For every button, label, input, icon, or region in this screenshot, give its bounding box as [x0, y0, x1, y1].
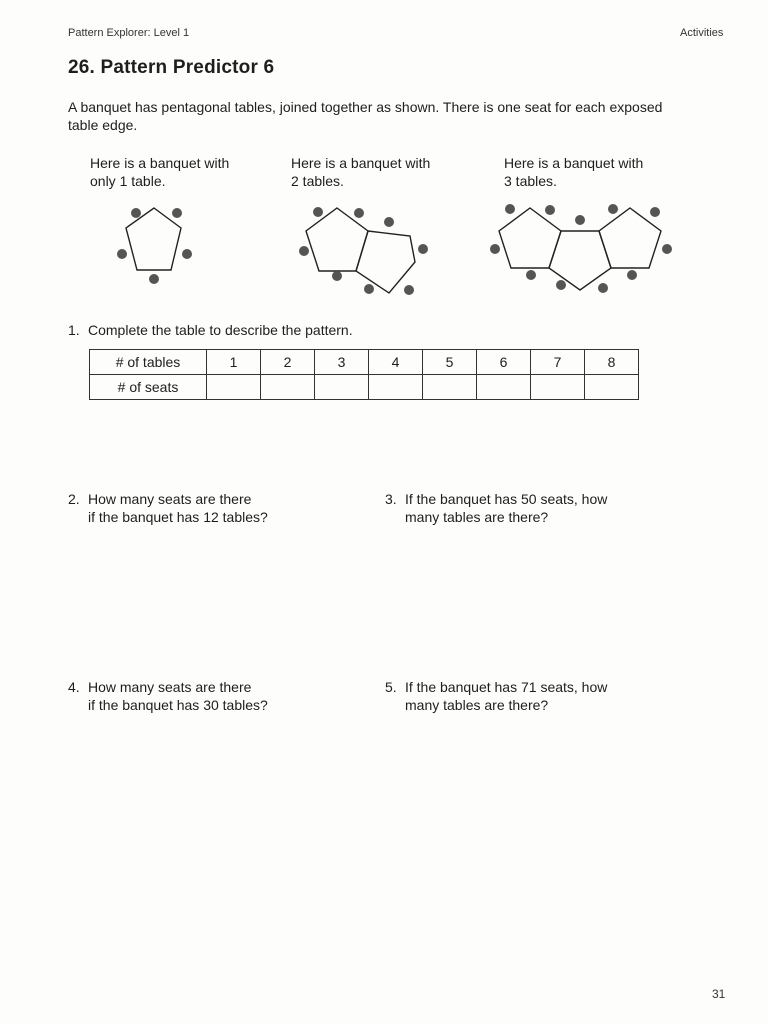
example-caption-1	[90, 154, 260, 190]
seat-dot	[354, 208, 364, 218]
seat-dot	[526, 270, 536, 280]
diagram-one-table	[117, 208, 192, 284]
question-5-number: 5.	[385, 679, 397, 695]
question-3-line-1: If the banquet has 50 seats, how	[405, 491, 608, 507]
seat-dot	[172, 208, 182, 218]
seat-dot	[332, 271, 342, 281]
example-caption-2-line-1: Here is a banquet with	[291, 155, 431, 171]
seats-answer-cell[interactable]	[585, 375, 639, 400]
seat-dot	[418, 244, 428, 254]
tables-cell: 5	[423, 350, 477, 375]
intro-line-1: A banquet has pentagonal tables, joined together as shown. There is one seat for each exposed	[68, 99, 663, 115]
seat-dot	[545, 205, 555, 215]
seat-dot	[313, 207, 323, 217]
example-caption-2-line-2: 2 tables.	[291, 173, 344, 189]
intro-text	[68, 98, 738, 134]
question-4-number: 4.	[68, 679, 80, 695]
example-caption-3-line-2: 3 tables.	[504, 173, 557, 189]
seat-dot	[556, 280, 566, 290]
page-title: 26. Pattern Predictor 6	[68, 57, 275, 78]
seat-dot	[299, 246, 309, 256]
question-4-line-2: if the banquet has 30 tables?	[88, 697, 268, 713]
tables-cell: 3	[315, 350, 369, 375]
seats-answer-cell[interactable]	[261, 375, 315, 400]
question-4-line-1: How many seats are there	[88, 679, 252, 695]
example-caption-1-line-1: Here is a banquet with	[90, 155, 230, 171]
page-number: 31	[712, 987, 726, 1001]
tables-cell: 1	[207, 350, 261, 375]
pentagon-table	[599, 208, 661, 268]
seat-dot	[505, 204, 515, 214]
seats-answer-cell[interactable]	[315, 375, 369, 400]
pentagon-table	[356, 231, 415, 293]
seat-dot	[404, 285, 414, 295]
seats-answer-cell[interactable]	[369, 375, 423, 400]
row-label-seats: # of seats	[90, 375, 207, 400]
seat-dot	[117, 249, 127, 259]
tables-cell: 2	[261, 350, 315, 375]
question-4	[68, 678, 268, 714]
seat-dot	[627, 270, 637, 280]
seat-dot	[182, 249, 192, 259]
section-label: Activities	[680, 27, 724, 39]
seats-answer-cell[interactable]	[423, 375, 477, 400]
tables-cell: 6	[477, 350, 531, 375]
question-5-line-2: many tables are there?	[405, 697, 549, 713]
pattern-table	[89, 349, 639, 400]
tables-cell: 4	[369, 350, 423, 375]
seat-dot	[575, 215, 585, 225]
question-3-line-2: many tables are there?	[405, 509, 549, 525]
diagram-two-tables	[299, 207, 428, 295]
question-2	[68, 490, 268, 526]
seat-dot	[149, 274, 159, 284]
question-5-line-1: If the banquet has 71 seats, how	[405, 679, 608, 695]
question-2-line-2: if the banquet has 12 tables?	[88, 509, 268, 525]
seat-dot	[608, 204, 618, 214]
question-1-text: Complete the table to describe the pattern.	[88, 322, 353, 338]
seat-dot	[490, 244, 500, 254]
seat-dot	[650, 207, 660, 217]
question-2-line-1: How many seats are there	[88, 491, 252, 507]
seats-answer-cell[interactable]	[531, 375, 585, 400]
seat-dot	[662, 244, 672, 254]
seat-dot	[131, 208, 141, 218]
example-caption-2	[291, 154, 461, 190]
banquet-diagrams	[0, 190, 768, 305]
seats-answer-cell[interactable]	[477, 375, 531, 400]
question-3	[385, 490, 607, 526]
diagram-three-tables	[490, 204, 672, 293]
row-label-tables: # of tables	[90, 350, 207, 375]
table-row-tables	[90, 350, 639, 375]
question-1	[68, 321, 353, 339]
table-row-seats	[90, 375, 639, 400]
seat-dot	[384, 217, 394, 227]
example-caption-3	[504, 154, 674, 190]
intro-line-2: table edge.	[68, 117, 138, 133]
running-header: Pattern Explorer: Level 1	[68, 27, 190, 39]
question-2-number: 2.	[68, 491, 80, 507]
question-1-number: 1.	[68, 322, 80, 338]
tables-cell: 8	[585, 350, 639, 375]
seat-dot	[598, 283, 608, 293]
seat-dot	[364, 284, 374, 294]
seats-answer-cell[interactable]	[207, 375, 261, 400]
example-caption-1-line-2: only 1 table.	[90, 173, 166, 189]
example-caption-3-line-1: Here is a banquet with	[504, 155, 644, 171]
question-3-number: 3.	[385, 491, 397, 507]
tables-cell: 7	[531, 350, 585, 375]
question-5	[385, 678, 607, 714]
